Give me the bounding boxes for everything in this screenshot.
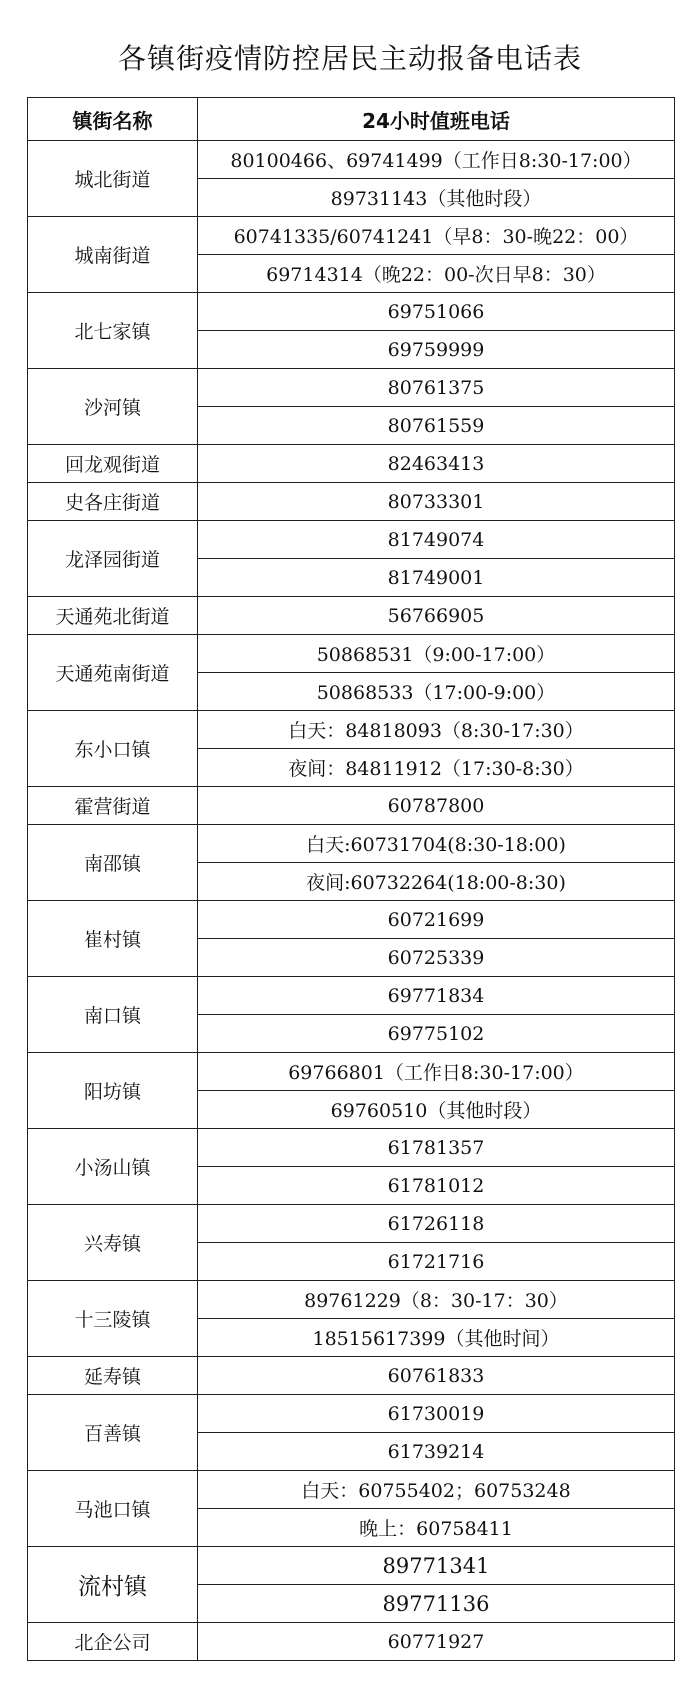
table-row — [28, 369, 675, 407]
district-name: 小汤山镇 — [28, 1129, 198, 1205]
table-row — [28, 977, 675, 1015]
table-row — [28, 1129, 675, 1167]
phone-number: 81749001 — [198, 559, 675, 597]
district-name: 南邵镇 — [28, 825, 198, 901]
district-name: 马池口镇 — [28, 1471, 198, 1547]
table-row — [28, 1205, 675, 1243]
phone-number: 夜间:60732264(18:00-8:30) — [198, 863, 675, 901]
phone-number: 61781012 — [198, 1167, 675, 1205]
phone-number: 夜间：84811912（17:30-8:30） — [198, 749, 675, 787]
phone-table — [27, 97, 675, 1661]
header-phone: 24小时值班电话 — [198, 98, 675, 141]
table-row — [28, 521, 675, 559]
phone-number: 61781357 — [198, 1129, 675, 1167]
phone-number: 60721699 — [198, 901, 675, 939]
district-name: 十三陵镇 — [28, 1281, 198, 1357]
phone-number: 60771927 — [198, 1623, 675, 1661]
phone-number: 60787800 — [198, 787, 675, 825]
district-name: 延寿镇 — [28, 1357, 198, 1395]
phone-number: 61739214 — [198, 1433, 675, 1471]
table-row — [28, 901, 675, 939]
district-name: 龙泽园街道 — [28, 521, 198, 597]
phone-number: 60741335/60741241（早8：30-晚22：00） — [198, 217, 675, 255]
table-row — [28, 483, 675, 521]
phone-number: 82463413 — [198, 445, 675, 483]
phone-number: 89771136 — [198, 1585, 675, 1623]
district-name: 霍营街道 — [28, 787, 198, 825]
district-name: 史各庄街道 — [28, 483, 198, 521]
district-name: 流村镇 — [28, 1547, 198, 1623]
phone-number: 80761559 — [198, 407, 675, 445]
phone-number: 69759999 — [198, 331, 675, 369]
phone-number: 50868533（17:00-9:00） — [198, 673, 675, 711]
district-name: 阳坊镇 — [28, 1053, 198, 1129]
page-title: 各镇街疫情防控居民主动报备电话表 — [117, 42, 582, 75]
district-name: 城南街道 — [28, 217, 198, 293]
table-row — [28, 1281, 675, 1319]
table-body — [28, 141, 675, 1661]
header-name: 镇街名称 — [28, 98, 198, 141]
phone-number: 白天：60755402；60753248 — [198, 1471, 675, 1509]
table-row — [28, 597, 675, 635]
district-name: 沙河镇 — [28, 369, 198, 445]
phone-number: 61726118 — [198, 1205, 675, 1243]
district-name: 南口镇 — [28, 977, 198, 1053]
phone-number: 白天:60731704(8:30-18:00) — [198, 825, 675, 863]
phone-number: 69751066 — [198, 293, 675, 331]
district-name: 崔村镇 — [28, 901, 198, 977]
table-row — [28, 217, 675, 255]
district-name: 天通苑北街道 — [28, 597, 198, 635]
district-name: 东小口镇 — [28, 711, 198, 787]
table-row — [28, 711, 675, 749]
table-header-row — [28, 98, 675, 141]
table-row — [28, 1395, 675, 1433]
phone-number: 60761833 — [198, 1357, 675, 1395]
phone-number: 61730019 — [198, 1395, 675, 1433]
phone-number: 60725339 — [198, 939, 675, 977]
phone-number: 80100466、69741499（工作日8:30-17:00） — [198, 141, 675, 179]
phone-number: 89771341 — [198, 1547, 675, 1585]
district-name: 回龙观街道 — [28, 445, 198, 483]
phone-number: 81749074 — [198, 521, 675, 559]
phone-number: 晚上：60758411 — [198, 1509, 675, 1547]
phone-number: 56766905 — [198, 597, 675, 635]
district-name: 百善镇 — [28, 1395, 198, 1471]
table-row — [28, 293, 675, 331]
table-row — [28, 1053, 675, 1091]
table-row — [28, 635, 675, 673]
table-row — [28, 1623, 675, 1661]
phone-number: 69760510（其他时段） — [198, 1091, 675, 1129]
district-name: 北七家镇 — [28, 293, 198, 369]
table-row — [28, 1357, 675, 1395]
phone-number: 61721716 — [198, 1243, 675, 1281]
phone-number: 80761375 — [198, 369, 675, 407]
phone-number: 69775102 — [198, 1015, 675, 1053]
phone-number: 白天：84818093（8:30-17:30） — [198, 711, 675, 749]
phone-number: 80733301 — [198, 483, 675, 521]
table-row — [28, 787, 675, 825]
table-row — [28, 825, 675, 863]
table-row — [28, 1547, 675, 1585]
table-row — [28, 1471, 675, 1509]
phone-number: 89761229（8：30-17：30） — [198, 1281, 675, 1319]
phone-number: 50868531（9:00-17:00） — [198, 635, 675, 673]
phone-number: 69714314（晚22：00-次日早8：30） — [198, 255, 675, 293]
phone-number: 69771834 — [198, 977, 675, 1015]
phone-number: 69766801（工作日8:30-17:00） — [198, 1053, 675, 1091]
phone-number: 89731143（其他时段） — [198, 179, 675, 217]
phone-number: 18515617399（其他时间） — [198, 1319, 675, 1357]
table-row — [28, 141, 675, 179]
table-row — [28, 445, 675, 483]
district-name: 北企公司 — [28, 1623, 198, 1661]
district-name: 兴寿镇 — [28, 1205, 198, 1281]
district-name: 天通苑南街道 — [28, 635, 198, 711]
district-name: 城北街道 — [28, 141, 198, 217]
